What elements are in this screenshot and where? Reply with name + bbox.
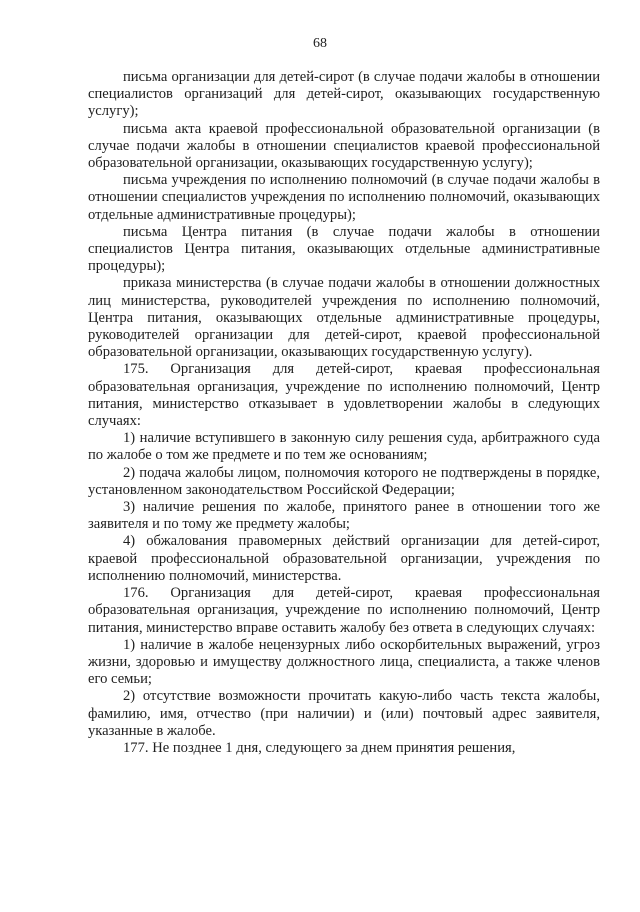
- paragraph: 2) отсутствие возможности прочитать какую-либо часть текста жалобы, фамилию, имя, отчество (при наличии) и (или) почтовый адрес заявителя, указанные в жалобе.: [88, 688, 600, 739]
- paragraph: 1) наличие в жалобе нецензурных либо оскорбительных выражений, угроз жизни, здоровью и имуществу должностного лица, специалиста, а также членов его семьи;: [88, 636, 600, 688]
- paragraph: письма акта краевой профессиональной образовательной организации (в случае подачи жалобы в отношении специалистов краевой профессиональной образовательной организации, оказывающих государственную услугу);: [88, 120, 600, 172]
- paragraph-section-177: 177. Не позднее 1 дня, следующего за днем принятия решения,: [123, 739, 516, 756]
- paragraph: 2) подача жалобы лицом, полномочия которого не подтверждены в порядке, установленном законодательством Российской Федерации;: [88, 464, 600, 498]
- document-body: [88, 69, 600, 757]
- paragraph: письма Центра питания (в случае подачи жалобы в отношении специалистов Центра питания, оказывающих отдельные административные процедуры);: [88, 223, 600, 275]
- paragraph: 4) обжалования правомерных действий организации для детей-сирот, краевой профессиональной образовательной организации, учреждения по исполнению полномочий, министерства.: [88, 533, 600, 584]
- paragraph: письма организации для детей-сирот (в случае подачи жалобы в отношении специалистов организаций для детей-сирот, оказывающих государственную услугу);: [88, 69, 600, 120]
- page-number: 68: [313, 36, 327, 51]
- paragraph: приказа министерства (в случае подачи жалобы в отношении должностных лиц министерства, руководителей учреждения по исполнению полномочий, Центра питания, оказывающих отдельные административные процедуры, руководителей организации для детей-сирот, краевой профессиональной образовательной организации, оказывающих государственную услугу).: [88, 275, 600, 361]
- paragraph-section-176: 176. Организация для детей-сирот, краевая профессиональная образовательная организация, учреждение по исполнению полномочий, Центр питания, министерство вправе оставить жалобу без ответа в следующих случаях:: [88, 585, 600, 636]
- paragraph: письма учреждения по исполнению полномочий (в случае подачи жалобы в отношении специалистов учреждения по исполнению полномочий, оказывающих отдельные административные процедуры);: [88, 172, 600, 223]
- paragraph: 3) наличие решения по жалобе, принятого ранее в отношении того же заявителя и по тому же предмету жалобы;: [88, 499, 600, 533]
- paragraph: 1) наличие вступившего в законную силу решения суда, арбитражного суда по жалобе о том же предмете и по тем же основаниям;: [88, 430, 600, 464]
- paragraph-section-175: 175. Организация для детей-сирот, краевая профессиональная образовательная организация, учреждение по исполнению полномочий, Центр питания, министерство отказывает в удовлетворении жалобы в следующих случаях:: [88, 361, 600, 430]
